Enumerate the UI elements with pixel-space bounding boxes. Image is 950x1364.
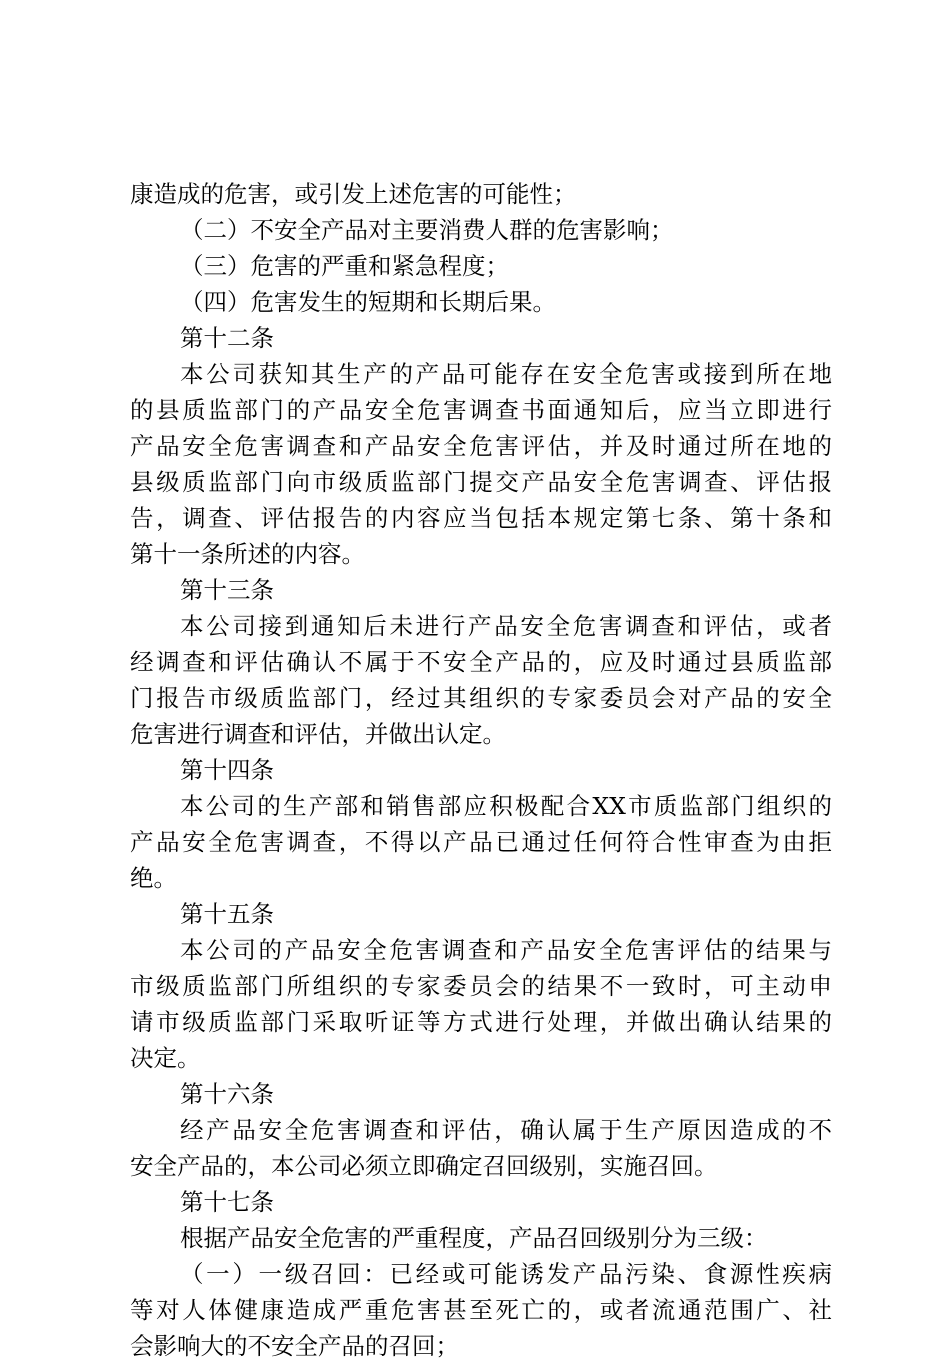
text-line: 根据产品安全危害的严重程度，产品召回级别分为三级： — [180, 1224, 768, 1252]
text-line: 第十三条 — [180, 576, 274, 604]
text-line: （三）危害的严重和紧急程度； — [180, 252, 509, 280]
text-line: 第十五条 — [180, 900, 274, 928]
text-line: 告，调查、评估报告的内容应当包括本规定第七条、第十条和 — [130, 504, 832, 532]
text-line: 康造成的危害，或引发上述危害的可能性； — [130, 180, 577, 208]
text-line: 会影响大的不安全产品的召回； — [130, 1332, 459, 1360]
text-line: （二）不安全产品对主要消费人群的危害影响； — [180, 216, 674, 244]
text-line: （四）危害发生的短期和长期后果。 — [180, 288, 556, 316]
text-line: 安全产品的，本公司必须立即确定召回级别，实施召回。 — [130, 1152, 718, 1180]
text-line: 县级质监部门向市级质监部门提交产品安全危害调查、评估报 — [130, 468, 832, 496]
text-line: 本公司获知其生产的产品可能存在安全危害或接到所在地 — [180, 360, 832, 388]
text-line: 第十四条 — [180, 756, 274, 784]
document-body — [130, 176, 832, 1364]
text-line: 经产品安全危害调查和评估，确认属于生产原因造成的不 — [180, 1116, 832, 1144]
text-line: 第十六条 — [180, 1080, 274, 1108]
text-line: 等对人体健康造成严重危害甚至死亡的，或者流通范围广、社 — [130, 1296, 832, 1324]
text-line: 经调查和评估确认不属于不安全产品的，应及时通过县质监部 — [130, 648, 832, 676]
text-line: 第十一条所述的内容。 — [130, 540, 365, 568]
text-line: 本公司接到通知后未进行产品安全危害调查和评估，或者 — [180, 612, 832, 640]
text-line: 第十二条 — [180, 324, 274, 352]
text-line: （一）一级召回：已经或可能诱发产品污染、食源性疾病 — [180, 1260, 832, 1288]
text-line: 第十七条 — [180, 1188, 274, 1216]
text-line: 请市级质监部门采取听证等方式进行处理，并做出确认结果的 — [130, 1008, 832, 1036]
text-line: 市级质监部门所组织的专家委员会的结果不一致时，可主动申 — [130, 972, 832, 1000]
text-line: 决定。 — [130, 1044, 201, 1072]
text-line: 产品安全危害调查，不得以产品已通过任何符合性审查为由拒 — [130, 828, 832, 856]
text-line: 门报告市级质监部门，经过其组织的专家委员会对产品的安全 — [130, 684, 832, 712]
text-line: 的县质监部门的产品安全危害调查书面通知后，应当立即进行 — [130, 396, 832, 424]
text-line: 本公司的生产部和销售部应积极配合XX市质监部门组织的 — [180, 792, 832, 820]
text-line: 产品安全危害调查和产品安全危害评估，并及时通过所在地的 — [130, 432, 832, 460]
text-line: 危害进行调查和评估，并做出认定。 — [130, 720, 506, 748]
text-line: 绝。 — [130, 864, 177, 892]
text-line: 本公司的产品安全危害调查和产品安全危害评估的结果与 — [180, 936, 832, 964]
